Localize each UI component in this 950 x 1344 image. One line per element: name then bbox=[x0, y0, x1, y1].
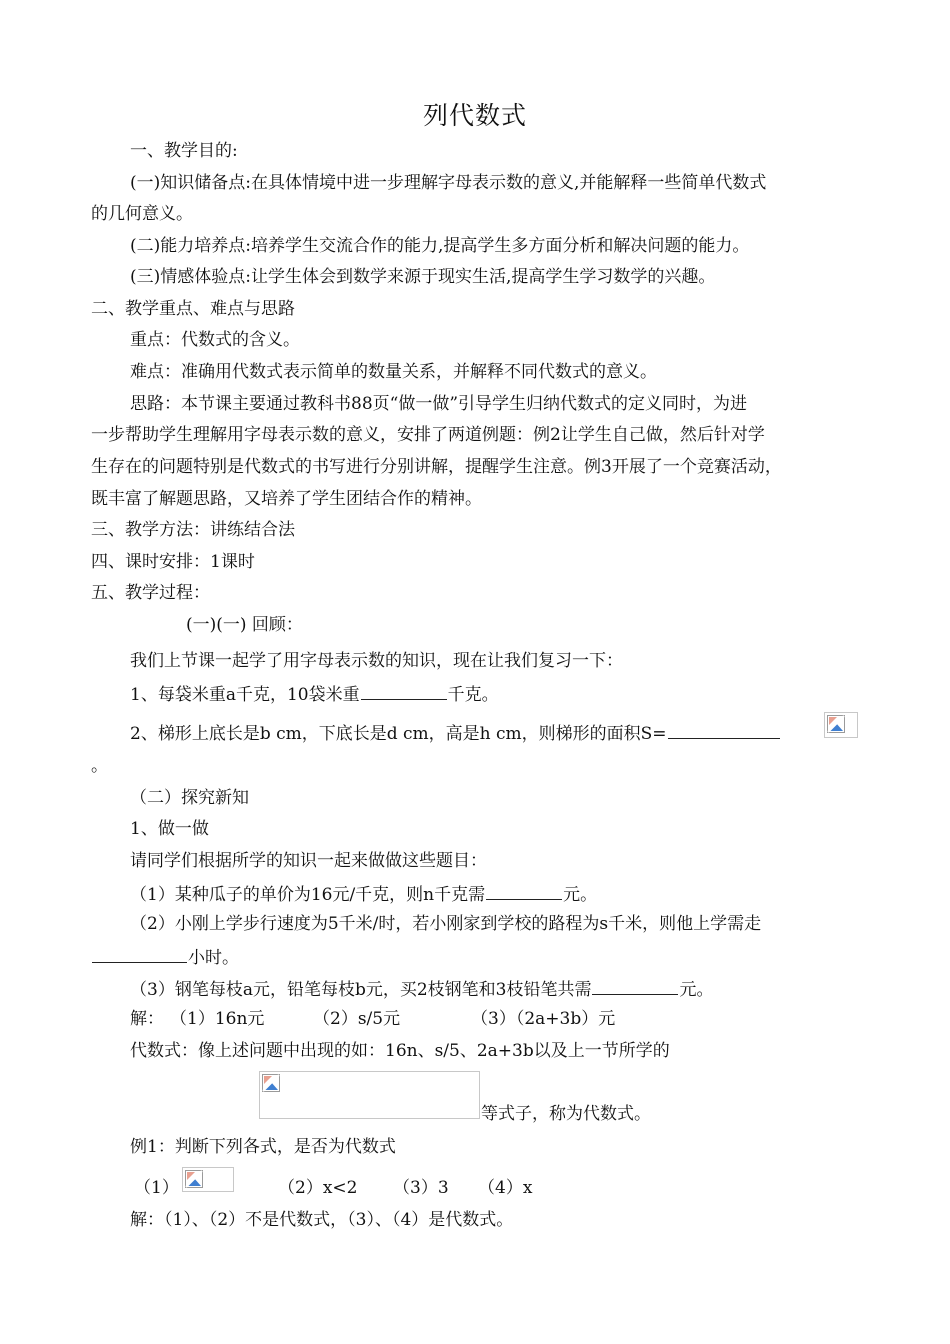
idea-line-3: 生存在的问题特别是代数式的书写进行分别讲解，提醒学生注意。例3开展了一个竞赛活动， bbox=[91, 457, 782, 477]
difficult-point: 难点：准确用代数式表示简单的数量关系，并解释不同代数式的意义。 bbox=[130, 362, 657, 382]
review-heading: (一)(一) 回顾： bbox=[186, 615, 303, 635]
answer-blank bbox=[592, 977, 678, 995]
idea-line-2: 一步帮助学生理解用字母表示数的意义，安排了两道例题：例2让学生自己做，然后针对学 bbox=[91, 425, 765, 445]
do-intro: 请同学们根据所学的知识一起来做做这些题目： bbox=[130, 851, 487, 871]
broken-image-icon bbox=[185, 1170, 203, 1188]
formula-image bbox=[182, 1167, 234, 1192]
example-1-item-1: （1） bbox=[134, 1178, 179, 1198]
definition-end: 等式子，称为代数式。 bbox=[481, 1104, 651, 1124]
idea-line-4: 既丰富了解题思路，又培养了学生团结合作的精神。 bbox=[91, 489, 482, 509]
explore-heading: （二）探究新知 bbox=[130, 788, 249, 808]
section-heading-objectives: 一、教学目的: bbox=[130, 141, 238, 161]
example-1-item-2: （2）x<2 bbox=[278, 1178, 358, 1198]
answer-blank bbox=[486, 882, 562, 900]
solution-2: （2）s/5元 bbox=[313, 1009, 401, 1029]
question-2 bbox=[130, 721, 781, 745]
section-heading-method: 三、教学方法：讲练结合法 bbox=[91, 520, 295, 540]
problem-2-unit: 小时。 bbox=[188, 948, 239, 968]
answer-blank bbox=[361, 682, 447, 700]
objective-ability: (二)能力培养点:培养学生交流合作的能力,提高学生多方面分析和解决问题的能力。 bbox=[130, 236, 750, 256]
formula-image bbox=[259, 1071, 480, 1119]
key-point: 重点：代数式的含义。 bbox=[130, 330, 300, 350]
objective-knowledge-cont: 的几何意义。 bbox=[91, 204, 193, 224]
problem-3-unit: 元。 bbox=[679, 980, 714, 1000]
problem-3-text: （3）钢笔每枝a元，铅笔每枝b元，买2枝钢笔和3枝铅笔共需 bbox=[130, 980, 592, 1000]
example-1-heading: 例1：判断下列各式，是否为代数式 bbox=[130, 1137, 396, 1157]
solution-1: （1）16n元 bbox=[170, 1009, 265, 1029]
problem-2: （2）小刚上学步行速度为5千米/时，若小刚家到学校的路程为s千米，则他上学需走 bbox=[130, 914, 762, 934]
solution-label: 解： bbox=[130, 1009, 164, 1029]
question-1-text: 1、每袋米重a千克，10袋米重 bbox=[130, 685, 360, 705]
broken-image-icon bbox=[827, 715, 845, 733]
section-heading-process: 五、教学过程： bbox=[91, 583, 210, 603]
review-intro: 我们上节课一起学了用字母表示数的知识，现在让我们复习一下： bbox=[130, 651, 623, 671]
question-2-end: 。 bbox=[91, 756, 108, 776]
objective-knowledge: (一)知识储备点:在具体情境中进一步理解字母表示数的意义,并能解释一些简单代数式 bbox=[130, 173, 767, 193]
problem-2-cont bbox=[91, 945, 239, 969]
problem-3 bbox=[130, 977, 713, 1001]
example-1-solution: 解：（1）、（2）不是代数式，（3）、（4）是代数式。 bbox=[130, 1210, 514, 1230]
page-title: 列代数式 bbox=[422, 101, 527, 130]
formula-image bbox=[824, 712, 858, 738]
question-1-unit: 千克。 bbox=[447, 685, 499, 705]
example-1-item-4: （4）x bbox=[478, 1178, 533, 1198]
question-2-text: 2、梯形上底长是b cm，下底长是d cm，高是h cm，则梯形的面积S= bbox=[130, 724, 667, 744]
objective-emotion: (三)情感体验点:让学生体会到数学来源于现实生活,提高学生学习数学的兴趣。 bbox=[130, 267, 716, 287]
definition-line: 代数式：像上述问题中出现的如：16n、s/5、2a+3b以及上一节所学的 bbox=[130, 1041, 670, 1061]
section-heading-schedule: 四、课时安排：1课时 bbox=[91, 552, 255, 572]
broken-image-icon bbox=[262, 1074, 280, 1092]
answer-blank bbox=[92, 945, 187, 963]
do-heading: 1、做一做 bbox=[130, 819, 209, 839]
section-heading-keypoints: 二、教学重点、难点与思路 bbox=[91, 299, 295, 319]
example-1-item-3: （3）3 bbox=[393, 1178, 449, 1198]
solution-3: （3）（2a+3b）元 bbox=[471, 1009, 616, 1029]
problem-1-unit: 元。 bbox=[563, 885, 598, 905]
problem-1-text: （1）某种瓜子的单价为16元/千克，则n千克需 bbox=[130, 885, 486, 905]
problem-1 bbox=[130, 882, 597, 906]
answer-blank bbox=[668, 721, 780, 739]
question-1 bbox=[130, 682, 499, 706]
idea-line-1: 思路：本节课主要通过教科书88页“做一做”引导学生归纳代数式的定义同时，为进 bbox=[130, 394, 748, 414]
